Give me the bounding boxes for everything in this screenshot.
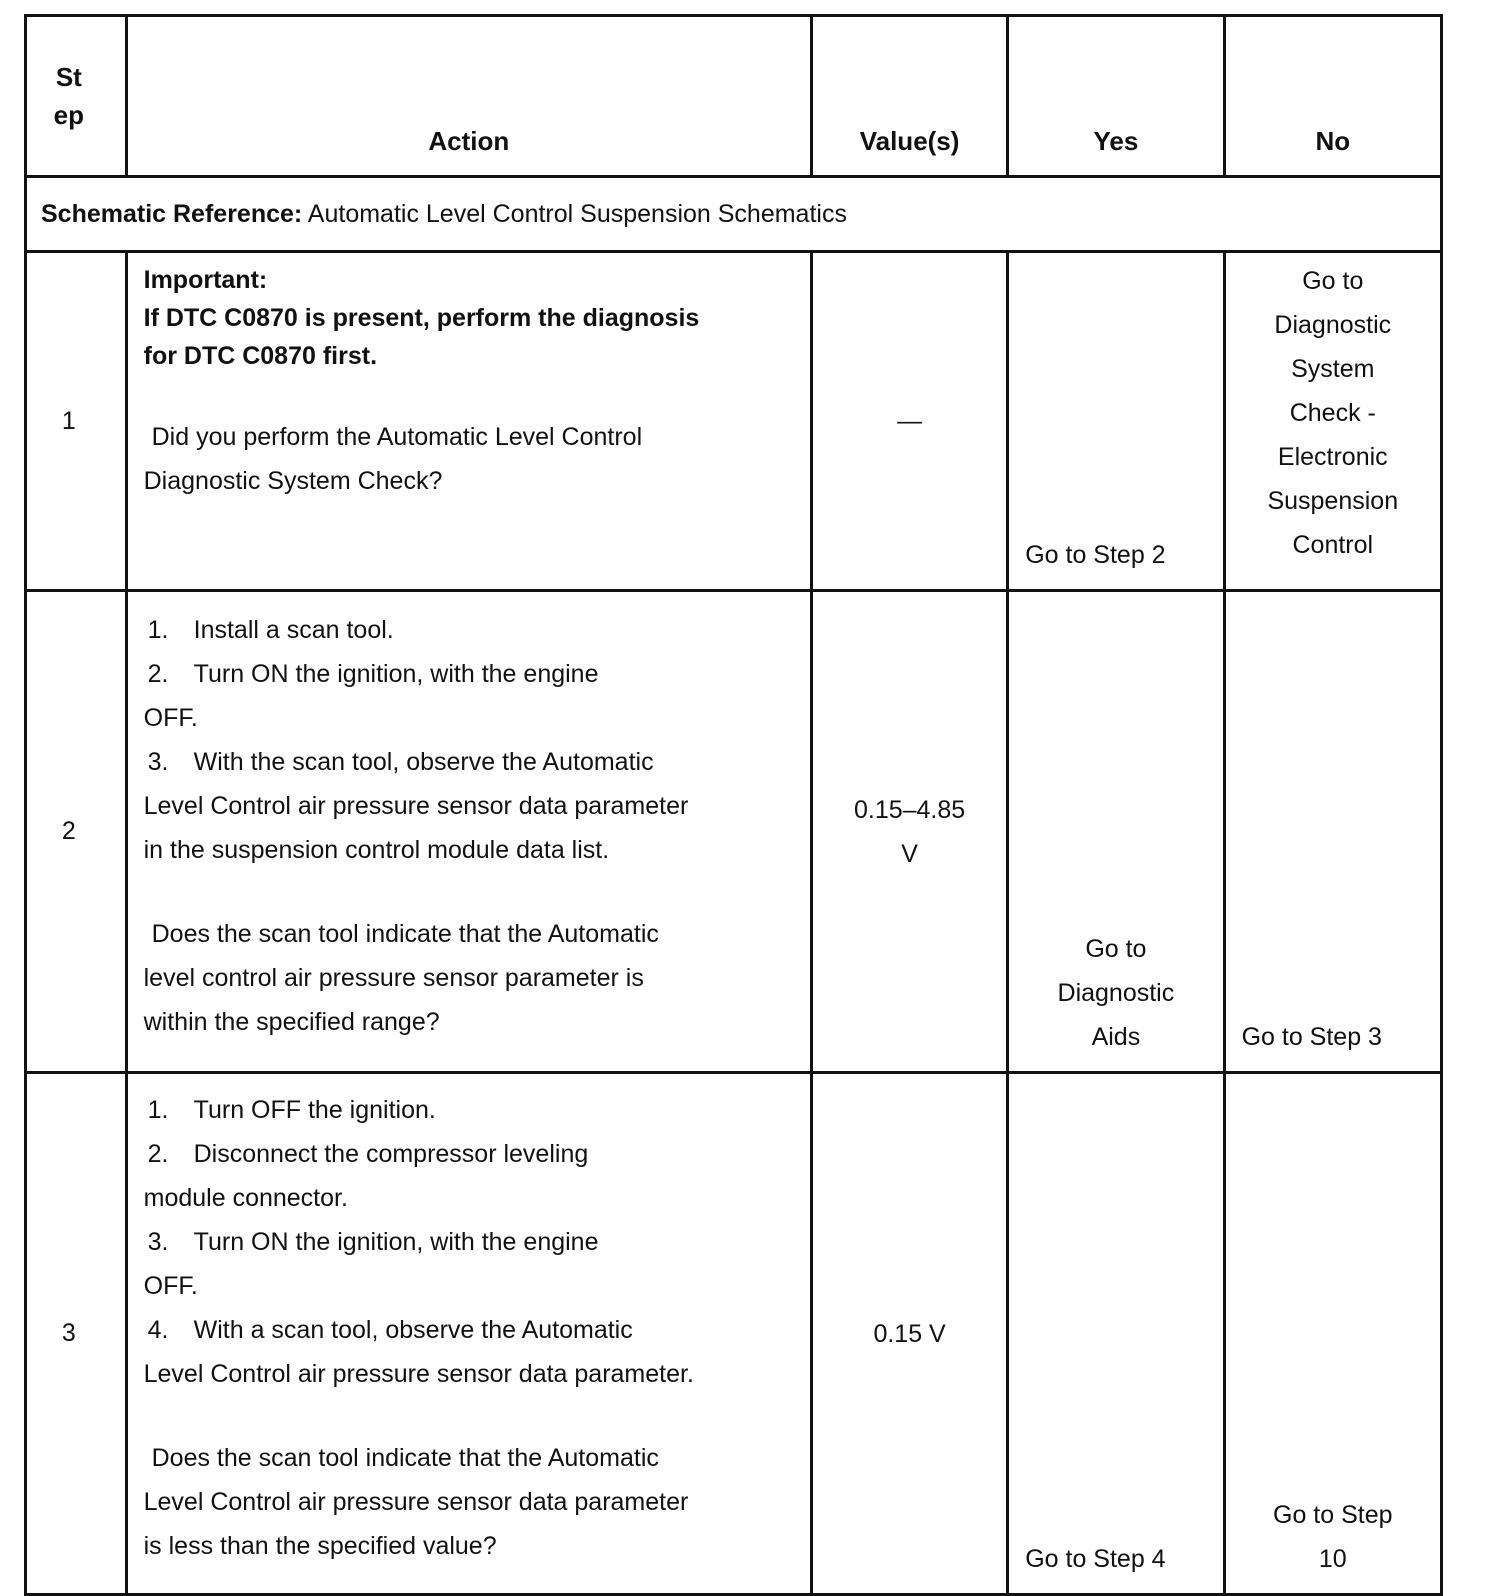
list-number: 2.	[147, 660, 169, 688]
step-number: 1	[26, 252, 127, 591]
question-line: Did you perform the Automatic Level Control	[151, 423, 643, 451]
list-number: 4.	[147, 1316, 169, 1344]
no-line: Control	[1292, 531, 1374, 559]
diagnostic-table-page	[24, 14, 1443, 1596]
value-cell: —	[811, 252, 1007, 591]
step-number: 2	[26, 591, 127, 1073]
list-text: Turn ON the ignition, with the engine	[193, 1228, 599, 1256]
no-line: Check -	[1289, 399, 1376, 427]
yes-cell: Go to Step 2	[1008, 252, 1224, 591]
list-item	[144, 652, 796, 696]
list-item	[144, 740, 796, 784]
list-number: 3.	[147, 748, 169, 776]
yes-line: Go to	[1085, 935, 1147, 963]
list-text: Turn ON the ignition, with the engine	[193, 660, 599, 688]
list-item	[144, 1088, 796, 1132]
action-cell	[126, 252, 811, 591]
list-text: Turn OFF the ignition.	[193, 1096, 436, 1124]
schematic-label: Schematic Reference:	[41, 199, 303, 228]
question-line: is less than the specified value?	[143, 1532, 497, 1560]
value-cell: 0.15 V	[811, 1073, 1007, 1595]
question-line: Level Control air pressure sensor data parameter	[143, 1488, 689, 1516]
list-number: 3.	[147, 1228, 169, 1256]
spacer	[144, 1396, 796, 1436]
question-line: level control air pressure sensor parameter is	[143, 964, 644, 992]
header-step-line1: St	[55, 62, 82, 92]
list-number: 1.	[147, 1096, 169, 1124]
list-item	[144, 1308, 796, 1352]
no-line: System	[1291, 355, 1375, 383]
list-text: With the scan tool, observe the Automatic	[193, 748, 654, 776]
header-yes: Yes	[1008, 16, 1224, 177]
list-number: 2.	[147, 1140, 169, 1168]
list-text: Disconnect the compressor leveling	[193, 1140, 589, 1168]
list-continuation: Level Control air pressure sensor data parameter	[143, 792, 689, 820]
list-continuation: in the suspension control module data list.	[143, 836, 610, 864]
schematic-text: Automatic Level Control Suspension Schematics	[302, 199, 847, 228]
question-line: Diagnostic System Check?	[143, 467, 443, 495]
value-line: 0.15–4.85	[853, 795, 966, 824]
spacer	[144, 872, 796, 912]
list-continuation: module connector.	[143, 1184, 348, 1212]
list-item	[144, 1220, 796, 1264]
list-continuation: Level Control air pressure sensor data parameter.	[143, 1360, 694, 1388]
value-line: V	[901, 839, 918, 868]
no-line: Suspension	[1267, 487, 1399, 515]
important-line: for DTC C0870 first.	[143, 342, 378, 370]
no-cell	[1224, 252, 1441, 591]
important-label: Important:	[143, 266, 268, 294]
action-cell	[126, 1073, 811, 1595]
value-cell	[811, 591, 1007, 1073]
diagnostic-table	[24, 14, 1443, 1596]
schematic-row	[26, 177, 1442, 252]
no-line: Diagnostic	[1274, 311, 1392, 339]
no-cell: Go to Step 3	[1224, 591, 1441, 1073]
header-action: Action	[126, 16, 811, 177]
step-number: 3	[26, 1073, 127, 1595]
schematic-reference	[26, 177, 1442, 252]
list-text: Install a scan tool.	[193, 616, 394, 644]
list-number: 1.	[147, 616, 169, 644]
table-row	[26, 1073, 1442, 1595]
no-line: 10	[1318, 1545, 1347, 1573]
yes-line: Diagnostic	[1057, 979, 1175, 1007]
yes-cell	[1008, 591, 1224, 1073]
action-cell	[126, 591, 811, 1073]
list-continuation: OFF.	[143, 1272, 198, 1300]
question-line: Does the scan tool indicate that the Automatic	[151, 920, 659, 948]
no-line: Go to	[1302, 267, 1364, 295]
yes-line: Aids	[1091, 1023, 1141, 1051]
spacer	[144, 375, 796, 415]
no-line: Go to Step	[1273, 1501, 1393, 1529]
table-row	[26, 252, 1442, 591]
question-line: Does the scan tool indicate that the Automatic	[151, 1444, 659, 1472]
table-row	[26, 591, 1442, 1073]
list-text: With a scan tool, observe the Automatic	[193, 1316, 633, 1344]
header-values: Value(s)	[811, 16, 1007, 177]
list-continuation: OFF.	[143, 704, 198, 732]
no-cell	[1224, 1073, 1441, 1595]
header-step	[26, 16, 127, 177]
header-step-line2: ep	[53, 100, 84, 130]
list-item	[144, 608, 796, 652]
list-item	[144, 1132, 796, 1176]
yes-cell: Go to Step 4	[1008, 1073, 1224, 1595]
header-no: No	[1224, 16, 1441, 177]
header-row	[26, 16, 1442, 177]
important-line: If DTC C0870 is present, perform the diagnosis	[143, 304, 700, 332]
question-line: within the specified range?	[143, 1008, 440, 1036]
no-line: Electronic	[1277, 443, 1388, 471]
